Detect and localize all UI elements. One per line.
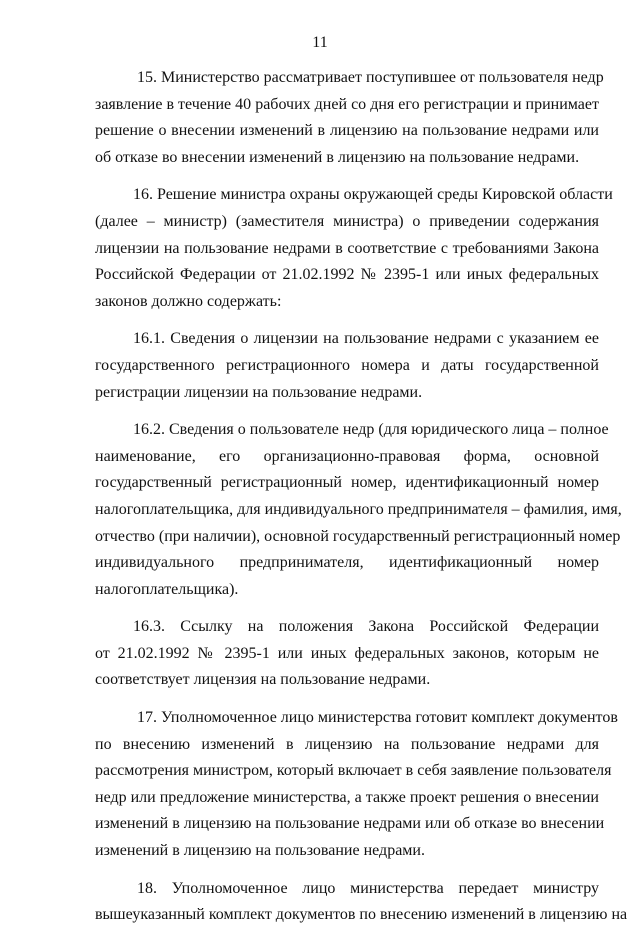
paragraph-16 [95, 182, 613, 315]
text-line: по внесению изменений в лицензию на пользование недрами для [95, 735, 599, 753]
text-line: об отказе во внесении изменений в лицензию на пользование недрами. [95, 148, 580, 166]
text-line: соответствует лицензия на пользование недрами. [95, 671, 431, 689]
text-line: 18. Уполномоченное лицо министерства передает министру [137, 879, 599, 897]
text-line: вышеуказанный комплект документов по внесению изменений в лицензию на [95, 906, 628, 924]
paragraph-15 [95, 65, 604, 171]
text-line: законов должно содержать: [95, 292, 282, 310]
text-line: 16.1. Сведения о лицензии на пользование недрами с указанием ее [133, 330, 599, 348]
text-line: решение о внесении изменений в лицензию на пользование недрами или [95, 122, 599, 140]
text-line: наименование, его организационно-правовая форма, основной [95, 447, 599, 465]
paragraph-16-1 [95, 326, 599, 406]
text-line: 17. Уполномоченное лицо министерства готовит комплект документов [137, 709, 618, 727]
text-line: индивидуального предпринимателя, идентификационный номер [95, 554, 599, 572]
text-line: государственного регистрационного номера и даты государственной [95, 356, 599, 374]
text-line: заявление в течение 40 рабочих дней со дня его регистрации и принимает [95, 95, 599, 113]
document-body [95, 65, 628, 940]
paragraph-16-2 [95, 417, 622, 603]
paragraph-18 [95, 876, 628, 929]
text-line: 16. Решение министра охраны окружающей среды Кировской области [133, 186, 613, 204]
text-line: государственный регистрационный номер, идентификационный номер [95, 474, 599, 492]
text-line: недр или предложение министерства, а также проект решения о внесении [95, 788, 599, 806]
text-line: налогоплательщика, для индивидуального предпринимателя – фамилия, имя, [95, 500, 622, 518]
paragraph-17 [95, 705, 618, 865]
text-line: лицензии на пользование недрами в соответствие с требованиями Закона [95, 239, 599, 257]
page-number: 11 [312, 34, 328, 51]
text-line: 15. Министерство рассматривает поступившее от пользователя недр [137, 69, 604, 86]
text-line: 16.3. Ссылку на положения Закона Российской Федерации [133, 618, 599, 636]
text-line: регистрации лицензии на пользование недрами. [95, 383, 423, 401]
text-line: Российской Федерации от 21.02.1992 № 2395-1 или иных федеральных [95, 266, 599, 284]
text-line: от 21.02.1992 № 2395-1 или иных федеральных законов, которым не [95, 644, 599, 662]
paragraph-16-3 [95, 614, 599, 694]
text-line: налогоплательщика). [95, 580, 239, 598]
text-line: 16.2. Сведения о пользователе недр (для юридического лица – полное [133, 421, 609, 439]
text-line: изменений в лицензию на пользование недрами. [95, 842, 425, 860]
text-line: (далее – министр) (заместителя министра) о приведении содержания [95, 212, 599, 230]
text-line: отчество (при наличии), основной государственный регистрационный номер [95, 527, 621, 545]
text-line: изменений в лицензию на пользование недрами или об отказе во внесении [95, 815, 605, 833]
text-line: рассмотрения министром, который включает в себя заявление пользователя [95, 762, 612, 780]
